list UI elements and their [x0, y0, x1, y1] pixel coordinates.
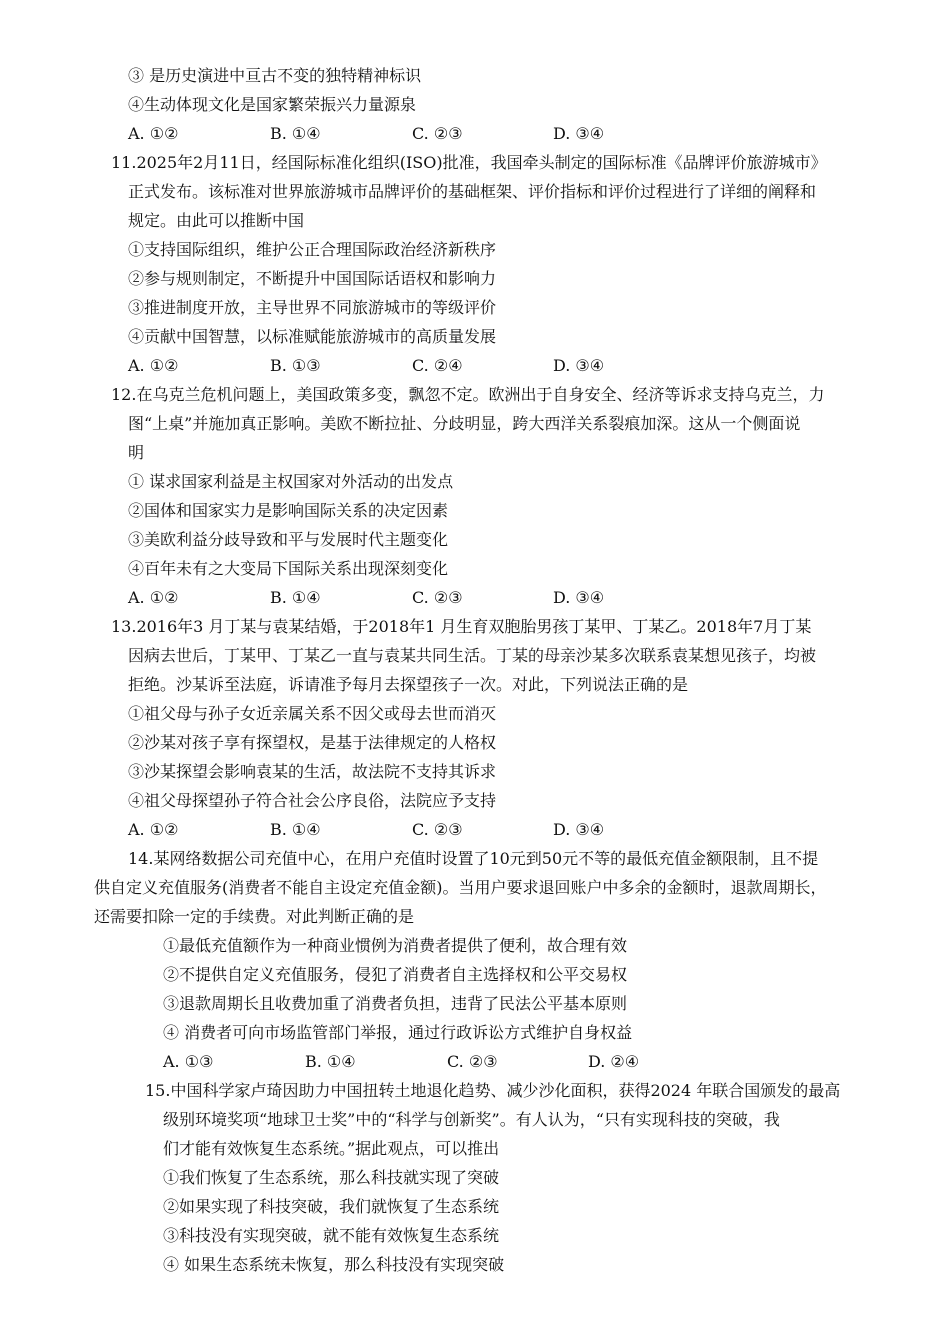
top-options: [128, 124, 728, 144]
q12-stem-1: 12.在乌克兰危机问题上，美国政策多变，飘忽不定。欧洲出于自身安全、经济等诉求支持乌克兰，力: [111, 385, 825, 404]
q13-item-4: ④祖父母探望孙子符合社会公序良俗，法院应予支持: [128, 791, 497, 810]
option-d: D. ③④: [553, 820, 605, 839]
option-b: B. ①④: [270, 820, 321, 839]
option-d: D. ②④: [588, 1052, 640, 1071]
option-a: A. ①②: [128, 820, 179, 839]
q14-stem-1: 14.某网络数据公司充值中心，在用户充值时设置了10元到50元不等的最低充值金额限制，且不提: [128, 849, 819, 868]
option-b: B. ①③: [270, 356, 321, 375]
q14-item-2: ②不提供自定义充值服务，侵犯了消费者自主选择权和公平交易权: [163, 965, 628, 984]
q13-stem-1: 13.2016年3 月丁某与袁某结婚，于2018年1 月生育双胞胎男孩丁某甲、丁某乙。2018年7月丁某: [111, 617, 812, 636]
option-a: A. ①②: [128, 124, 179, 143]
option-d: D. ③④: [553, 356, 605, 375]
q13-stem-3: 拒绝。沙某诉至法庭，诉请准予每月去探望孩子一次。对此，下列说法正确的是: [128, 675, 689, 694]
q11-stem-1: 11.2025年2月11日，经国际标准化组织(ISO)批准，我国牵头制定的国际标准《品牌评价旅游城市》: [111, 153, 827, 172]
q13-item-1: ①祖父母与孙子女近亲属关系不因父或母去世而消灭: [128, 704, 497, 723]
q15-item-4: ④ 如果生态系统未恢复，那么科技没有实现突破: [163, 1255, 505, 1274]
q15-stem-1: 15.中国科学家卢琦因助力中国扭转土地退化趋势、减少沙化面积，获得2024 年联合国颁发的最高: [145, 1081, 841, 1100]
q14-item-4: ④ 消费者可向市场监管部门举报，通过行政诉讼方式维护自身权益: [163, 1023, 633, 1042]
q15-item-1: ①我们恢复了生态系统，那么科技就实现了突破: [163, 1168, 500, 1187]
q15-item-2: ②如果实现了科技突破，我们就恢复了生态系统: [163, 1197, 500, 1216]
option-c: C. ②③: [447, 1052, 498, 1071]
option-c: C. ②③: [412, 124, 463, 143]
q11-stem-3: 规定。由此可以推断中国: [128, 211, 305, 230]
option-a: A. ①③: [163, 1052, 214, 1071]
option-b: B. ①④: [270, 124, 321, 143]
q12-stem-3: 明: [128, 443, 145, 462]
top-item-3: ③ 是历史演进中亘古不变的独特精神标识: [128, 66, 422, 85]
q12-item-3: ③美欧利益分歧导致和平与发展时代主题变化: [128, 530, 449, 549]
option-a: A. ①②: [128, 588, 179, 607]
q12-item-1: ① 谋求国家利益是主权国家对外活动的出发点: [128, 472, 454, 491]
option-d: D. ③④: [553, 124, 605, 143]
q14-stem-3: 还需要扣除一定的手续费。对此判断正确的是: [94, 907, 415, 926]
option-c: C. ②③: [412, 820, 463, 839]
q12-options: [128, 588, 728, 608]
option-b: B. ①④: [305, 1052, 356, 1071]
q15-item-3: ③科技没有实现突破，就不能有效恢复生态系统: [163, 1226, 500, 1245]
q11-item-1: ①支持国际组织，维护公正合理国际政治经济新秩序: [128, 240, 497, 259]
q13-item-2: ②沙某对孩子享有探望权，是基于法律规定的人格权: [128, 733, 497, 752]
q13-item-3: ③沙某探望会影响袁某的生活，故法院不支持其诉求: [128, 762, 497, 781]
q13-options: [128, 820, 728, 840]
q14-item-1: ①最低充值额作为一种商业惯例为消费者提供了便利，故合理有效: [163, 936, 628, 955]
q13-stem-2: 因病去世后，丁某甲、丁某乙一直与袁某共同生活。丁某的母亲沙某多次联系袁某想见孩子，均被: [128, 646, 817, 665]
q11-item-4: ④贡献中国智慧，以标准赋能旅游城市的高质量发展: [128, 327, 497, 346]
q15-stem-2: 级别环境奖项“地球卫士奖”中的“科学与创新奖”。有人认为，“只有实现科技的突破，我: [163, 1110, 780, 1129]
option-a: A. ①②: [128, 356, 179, 375]
q11-stem-2: 正式发布。该标准对世界旅游城市品牌评价的基础框架、评价指标和评价过程进行了详细的阐释和: [128, 182, 817, 201]
q15-stem-3: 们才能有效恢复生态系统。”据此观点，可以推出: [163, 1139, 500, 1158]
q11-options: [128, 356, 728, 376]
option-c: C. ②④: [412, 356, 463, 375]
q11-item-2: ②参与规则制定，不断提升中国国际话语权和影响力: [128, 269, 497, 288]
q14-stem-2: 供自定义充值服务(消费者不能自主设定充值金额)。当用户要求退回账户中多余的金额时，退款周期长，: [94, 878, 827, 897]
q12-item-2: ②国体和国家实力是影响国际关系的决定因素: [128, 501, 449, 520]
q11-item-3: ③推进制度开放，主导世界不同旅游城市的等级评价: [128, 298, 497, 317]
top-item-4: ④生动体现文化是国家繁荣振兴力量源泉: [128, 95, 417, 114]
option-c: C. ②③: [412, 588, 463, 607]
q14-options: [163, 1052, 763, 1072]
option-b: B. ①④: [270, 588, 321, 607]
q14-item-3: ③退款周期长且收费加重了消费者负担，违背了民法公平基本原则: [163, 994, 628, 1013]
option-d: D. ③④: [553, 588, 605, 607]
q12-item-4: ④百年未有之大变局下国际关系出现深刻变化: [128, 559, 449, 578]
q12-stem-2: 图“上桌”并施加真正影响。美欧不断拉扯、分歧明显，跨大西洋关系裂痕加深。这从一个侧面说: [128, 414, 801, 433]
